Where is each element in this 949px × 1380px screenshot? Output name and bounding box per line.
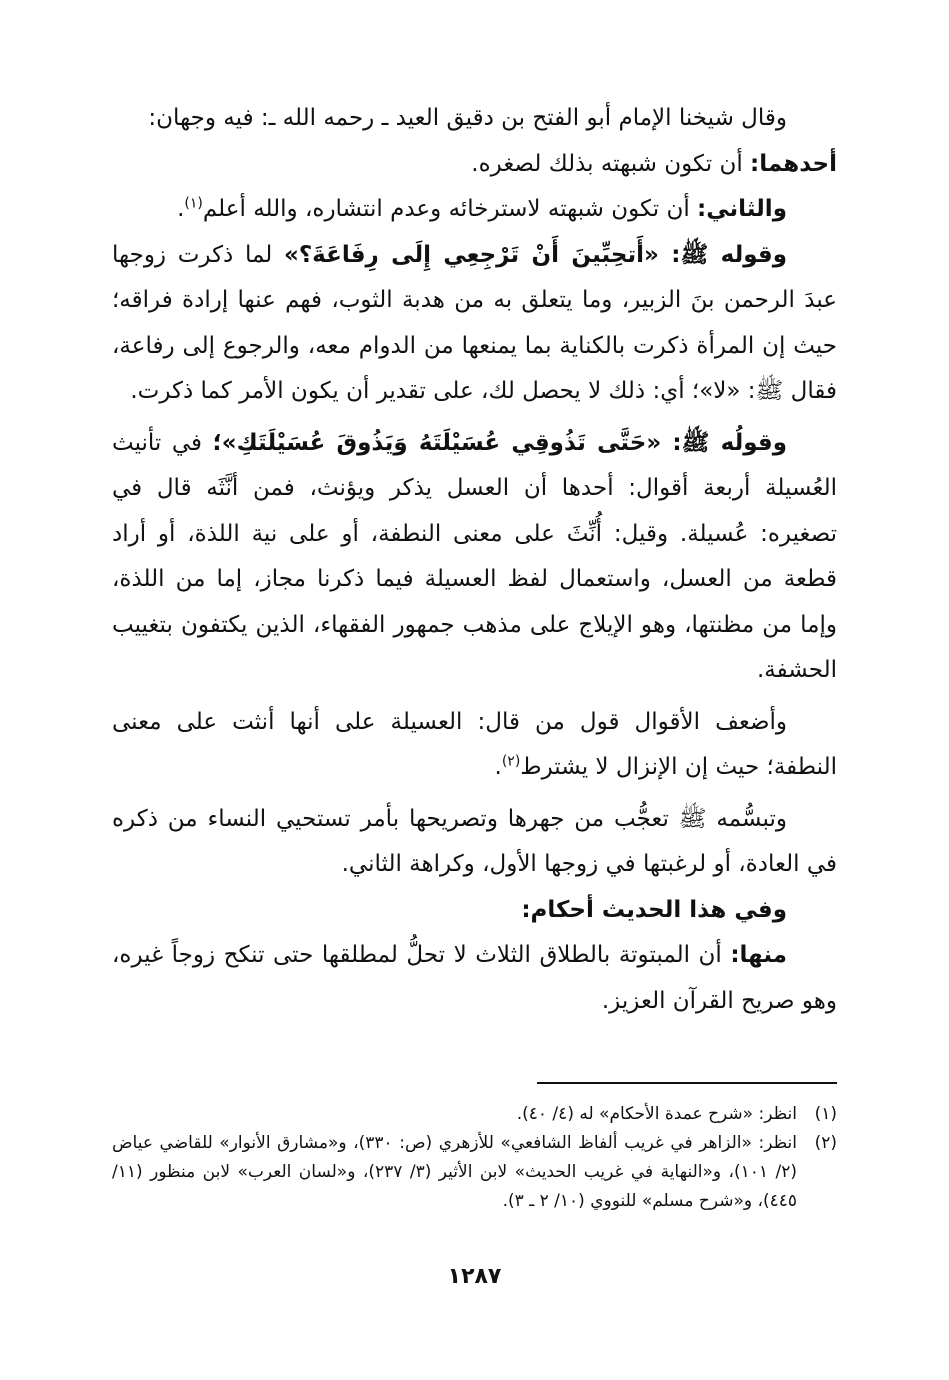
paragraph-4: [112, 233, 837, 415]
paragraph-5-text: في تأنيث العُسيلة أربعة أقوال: أحدها أن العسل يذكر ويؤنث، فمن أنَّثَه قال في تصغيره: عُسيلة. وقيل: أُنِّثَ على معنى النطفة، أو على نية اللذة، أو أراد قطعة من العسل، واستعمال لفظ العسيلة فيما ذكرنا مجاز، إما من اللذة، وإما من مظنتها، وهو الإيلاج على مذهب جمهور الفقهاء، الذين يكتفون بتغييب الحشفة.: [112, 429, 837, 683]
paragraph-4-text: لما ذكرت زوجها عبدَ الرحمن بنَ الزبير، وما يتعلق به من هدبة الثوب، فهم عنها إرادة فراقه؛ حيث إن المرأة ذكرت بالكناية بما يمنعها من الدوام معه، والرجوع إلى رفاعة، فقال ﷺ: «لا»؛ أي: ذلك لا يحصل لك، على تقدير أن يكون الأمر كما ذكرت.: [112, 241, 837, 404]
paragraph-6: [112, 700, 837, 791]
paragraph-7-text: وتبسُّمه ﷺ تعجُّب من جهرها وتصريحها بأمر تستحيي النساء من ذكره في العادة، أو لرغبتها في زوجها الأول، وكراهة الثاني.: [112, 805, 837, 877]
page-number: ١٢٨٧: [447, 1264, 502, 1289]
paragraph-9-lead: منها:: [730, 942, 787, 968]
paragraph-1-text: وقال شيخنا الإمام أبو الفتح بن دقيق العيد ـ رحمه الله ـ: فيه وجهان:: [148, 105, 787, 131]
paragraph-6-end: .: [494, 754, 502, 780]
paragraph-3-lead: والثاني:: [697, 196, 787, 222]
paragraph-2: [112, 142, 837, 188]
footnote-1: [112, 1100, 837, 1129]
paragraph-3: [112, 187, 837, 233]
footnote-1-number: (١): [814, 1104, 837, 1124]
footnotes: [112, 1100, 837, 1216]
body-text: [112, 96, 837, 1024]
paragraph-3-end: .: [177, 196, 185, 222]
footnote-ref-1[interactable]: (١): [184, 195, 203, 212]
paragraph-4-lead: وقوله ﷺ: «أَتحِبِّينَ أَنْ تَرْجِعِي إِلَى رِفَاعَةَ؟»: [283, 241, 787, 268]
section-heading-text: وفي هذا الحديث أحكام:: [521, 896, 787, 923]
paragraph-3-text: أن تكون شبهته لاسترخائه وعدم انتشاره، والله أعلم: [202, 196, 698, 222]
footnote-1-text: انظر: «شرح عمدة الأحكام» له (٤/ ٤٠).: [516, 1104, 797, 1124]
paragraph-7: [112, 797, 837, 888]
footnote-2-number: (٢): [814, 1133, 837, 1153]
footnote-ref-2[interactable]: (٢): [501, 753, 521, 770]
footnote-2-text: انظر: «الزاهر في غريب ألفاظ الشافعي» للأزهري (ص: ٣٣٠)، و«مشارق الأنوار» للقاضي عياض (٢/ ١٠١)، و«النهاية في غريب الحديث» لابن الأثير (٣/ ٢٣٧)، و«لسان العرب» لابن منظور (١١/ ٤٤٥)، و«شرح مسلم» للنووي (١٠/ ٢ ـ ٣).: [112, 1133, 797, 1211]
paragraph-9-text: أن المبتوتة بالطلاق الثلاث لا تحلُّ لمطلقها حتى تنكح زوجاً غيره، وهو صريح القرآن العزيز.: [112, 942, 837, 1014]
paragraph-2-text: أن تكون شبهته بذلك لصغره.: [471, 150, 751, 177]
section-heading: [112, 888, 837, 934]
paragraph-9: [112, 933, 837, 1024]
paragraph-1: [112, 96, 837, 142]
paragraph-6-text: وأضعف الأقوال قول من قال: العسيلة على أنها أنثت على معنى النطفة؛ حيث إن الإنزال لا يشترط: [112, 708, 837, 780]
footnote-2: [112, 1129, 837, 1216]
paragraph-5: [112, 421, 837, 694]
paragraph-5-lead: وقولُه ﷺ: «حَتَّى تَذُوقِي عُسَيْلَتَهُ وَيَذُوقَ عُسَيْلَتَكِ»؛: [212, 429, 788, 456]
paragraph-2-lead: أحدهما:: [750, 150, 837, 177]
footnote-separator: [537, 1082, 837, 1084]
